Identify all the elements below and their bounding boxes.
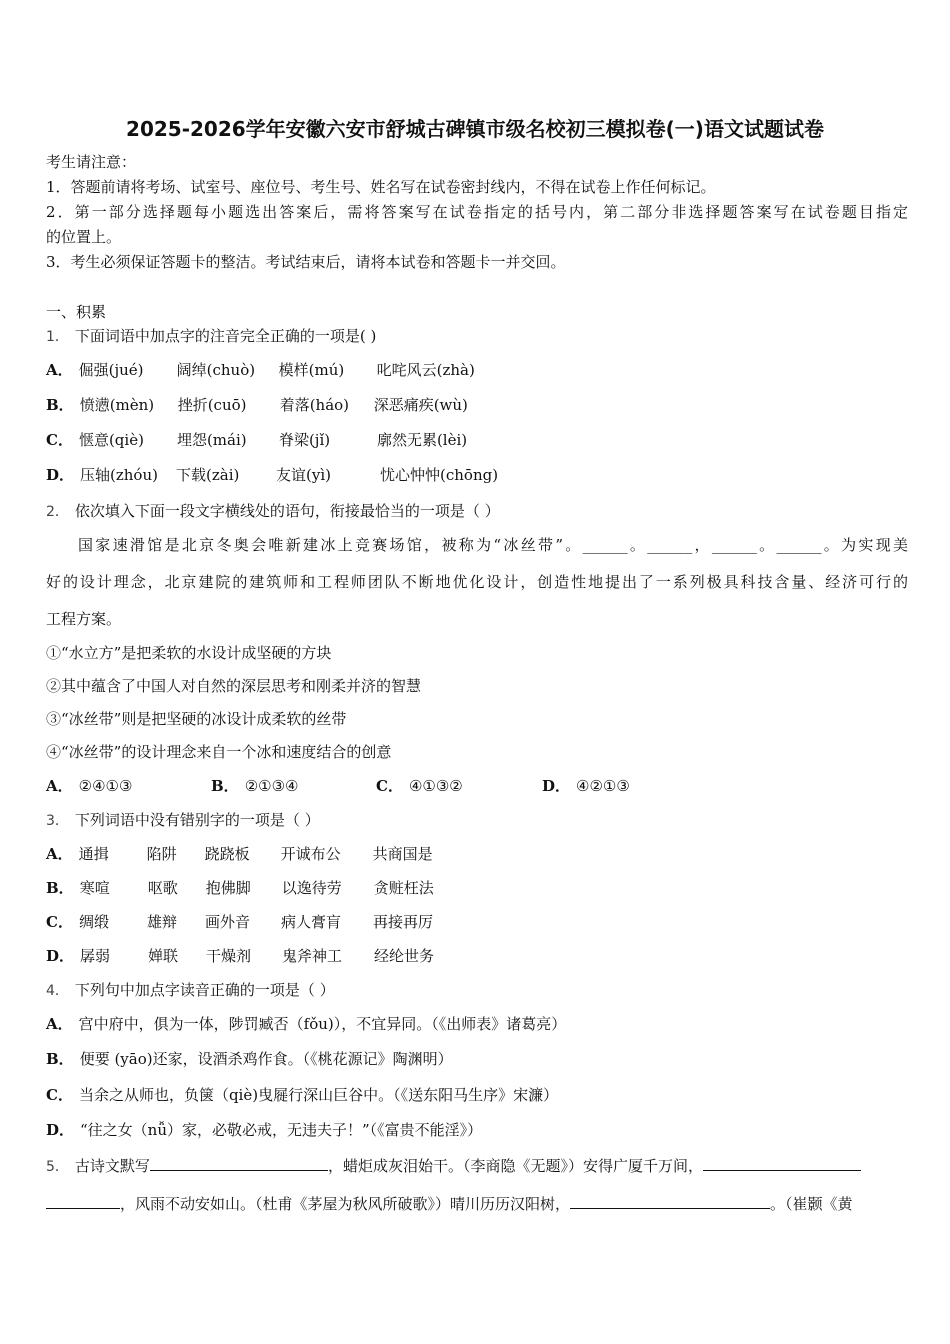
q3-number: 3． [46, 813, 69, 829]
q3-stem-line [46, 810, 908, 831]
q2-passage-line-2: 好的设计理念，北京建院的建筑师和工程师团队不断地优化设计，创造性地提出了一系列极具科技含量、经济可行的 [46, 573, 908, 591]
option-letter: B． [211, 777, 239, 795]
q2-option-b [211, 776, 376, 796]
option-item: 雄辩 [146, 913, 177, 931]
option-item: 再接再厉 [372, 913, 433, 931]
option-letter: D． [46, 1121, 75, 1139]
option-letter: C． [376, 777, 403, 795]
q2-sentence-2: ②其中蕴含了中国人对自然的深层思考和刚柔并济的智慧 [46, 677, 422, 695]
q2-sentence-1: ①“水立方”是把柔软的水设计成坚硬的方块 [46, 644, 332, 662]
q1-option-b [46, 395, 908, 415]
option-item: 贪赃枉法 [373, 879, 434, 897]
option-item: 开诚布公 [280, 845, 341, 863]
q5-part4: 。（崔颢《黄 [770, 1195, 853, 1213]
option-text: 当余之从师也，负箧（qiè)曳屣行深山巨谷中。（《送东阳马生序》宋濂） [78, 1086, 559, 1104]
q4-option-b [46, 1049, 908, 1069]
option-letter: D． [46, 947, 75, 965]
option-item: 画外音 [204, 913, 250, 931]
option-item: 婵联 [148, 947, 179, 965]
q2-option-d [542, 776, 630, 796]
option-text: 宫中府中，俱为一体，陟罚臧否（fǒu)），不宜异同。（《出师表》诸葛亮） [78, 1015, 567, 1033]
q5-line-2 [46, 1194, 908, 1214]
option-item: 绸缎 [78, 913, 109, 931]
section-heading: 一、积累 [46, 303, 107, 321]
q2-stem: 依次填入下面一段文字横线处的语句，衔接最恰当的一项是（ ） [74, 502, 500, 520]
option-item: 呕歌 [147, 879, 178, 897]
q1-option-a [46, 360, 908, 380]
option-item: 脊梁(jǐ) [278, 431, 331, 449]
q5-blank-2[interactable] [703, 1156, 861, 1171]
q1-option-c [46, 430, 908, 450]
q3-option-a [46, 844, 908, 864]
q1-stem-line [46, 326, 908, 347]
q5-part3: ，风雨不动安如山。（杜甫《茅屋为秋风所破歌》）晴川历历汉阳树， [120, 1195, 571, 1213]
notice-item-2: 2．第一部分选择题每小题选出答案后，需将答案写在试卷指定的括号内，第二部分非选择题答案写在试卷题目指定 [46, 203, 908, 221]
q4-option-a [46, 1014, 908, 1034]
option-letter: A． [46, 777, 73, 795]
q3-option-d [46, 946, 908, 966]
option-item: 埋怨(mái) [176, 431, 247, 449]
notice-item-2-cont: 的位置上。 [46, 228, 122, 246]
option-text: ②①③④ [244, 777, 299, 795]
q3-option-c [46, 912, 908, 932]
option-item: 干燥剂 [206, 947, 252, 965]
option-letter: A． [46, 845, 73, 863]
option-item: 下载(zài) [176, 466, 240, 484]
option-letter: C． [46, 1086, 73, 1104]
q1-stem: 下面词语中加点字的注音完全正确的一项是( ) [74, 327, 377, 345]
option-item: 友谊(yì) [276, 466, 331, 484]
q4-option-c [46, 1085, 908, 1105]
q5-blank-2-cont[interactable] [46, 1194, 120, 1209]
option-item: 寒喧 [79, 879, 110, 897]
q2-option-c [376, 776, 542, 796]
q2-sentence-4: ④“冰丝带”的设计理念来自一个冰和速度结合的创意 [46, 743, 392, 761]
option-letter: C． [46, 913, 73, 931]
option-item: 病人膏肓 [280, 913, 341, 931]
q1-option-d [46, 465, 908, 485]
notice-item-3: 3．考生必须保证答题卡的整洁。考试结束后，请将本试卷和答题卡一并交回。 [46, 253, 566, 271]
option-item: 着落(háo) [279, 396, 350, 414]
option-letter: B． [46, 396, 74, 414]
option-letter: A． [46, 361, 73, 379]
q2-sentence-3: ③“冰丝带”则是把坚硬的冰设计成柔软的丝带 [46, 710, 347, 728]
option-item: 模样(mú) [278, 361, 345, 379]
option-item: 鬼斧神工 [282, 947, 343, 965]
q5-number: 5． [46, 1159, 69, 1175]
option-item: 倔强(jué) [78, 361, 144, 379]
notice-heading: 考生请注意： [46, 153, 137, 171]
option-item: 跷跷板 [204, 845, 250, 863]
q1-number: 1． [46, 329, 69, 345]
option-item: 忧心忡忡(chōng) [380, 466, 499, 484]
option-item: 惬意(qiè) [78, 431, 144, 449]
option-item: 经纶世务 [374, 947, 435, 965]
option-item: 孱弱 [80, 947, 111, 965]
option-item: 廓然无累(lèi) [376, 431, 468, 449]
option-letter: A． [46, 1015, 73, 1033]
option-item: 压轴(zhóu) [80, 466, 158, 484]
option-letter: B． [46, 879, 74, 897]
q5-line-1 [46, 1156, 908, 1177]
q5-part2: ，蜡炬成灰泪始干。（李商隐《无题》）安得广厦千万间， [327, 1157, 703, 1175]
option-letter: D． [46, 466, 75, 484]
q4-number: 4． [46, 983, 69, 999]
q2-options [46, 776, 908, 796]
option-letter: C． [46, 431, 73, 449]
option-item: 叱咤风云(zhà) [376, 361, 475, 379]
q3-option-b [46, 878, 908, 898]
option-text: ②④①③ [78, 777, 133, 795]
option-item: 共商国是 [372, 845, 433, 863]
q4-stem: 下列句中加点字读音正确的一项是（ ） [74, 981, 335, 999]
option-item: 通揖 [78, 845, 109, 863]
option-text: 便要 (yāo)还家，设酒杀鸡作食。（《桃花源记》陶渊明） [79, 1050, 453, 1068]
option-item: 阔绰(chuò) [176, 361, 256, 379]
q2-option-a [46, 776, 211, 796]
option-item: 抱佛脚 [205, 879, 251, 897]
option-item: 愤懑(mèn) [79, 396, 155, 414]
notice-item-1: 1．答题前请将考场、试室号、座位号、考生号、姓名写在试卷密封线内，不得在试卷上作任何标记。 [46, 178, 716, 196]
option-item: 深恶痛疾(wù) [373, 396, 468, 414]
option-text: ④②①③ [576, 777, 630, 795]
q3-stem: 下列词语中没有错别字的一项是（ ） [74, 811, 320, 829]
option-item: 以逸待劳 [281, 879, 342, 897]
q4-option-d [46, 1120, 908, 1140]
option-text: “往之女（nǚ）家，必敬必戒，无违夫子！”（《富贵不能淫》） [80, 1121, 483, 1139]
q2-number: 2． [46, 504, 69, 520]
q2-passage-line-3: 工程方案。 [46, 610, 122, 628]
option-item: 陷阱 [146, 845, 177, 863]
q4-stem-line [46, 980, 908, 1001]
q2-stem-line [46, 501, 908, 522]
q2-passage-line-1: 国家速滑馆是北京冬奥会唯新建冰上竞赛场馆，被称为“冰丝带”。______。______，______。______。为实现美 [78, 536, 908, 554]
exam-title: 2025-2026学年安徽六安市舒城古碑镇市级名校初三模拟卷(一)语文试题试卷 [126, 117, 824, 141]
option-letter: B． [46, 1050, 74, 1068]
q5-blank-3[interactable] [570, 1194, 770, 1209]
option-text: ④①③② [408, 777, 463, 795]
q5-part1: 古诗文默写 [74, 1157, 150, 1175]
q5-blank-1[interactable] [150, 1156, 328, 1171]
option-item: 挫折(cuō) [177, 396, 247, 414]
option-letter: D． [542, 777, 571, 795]
